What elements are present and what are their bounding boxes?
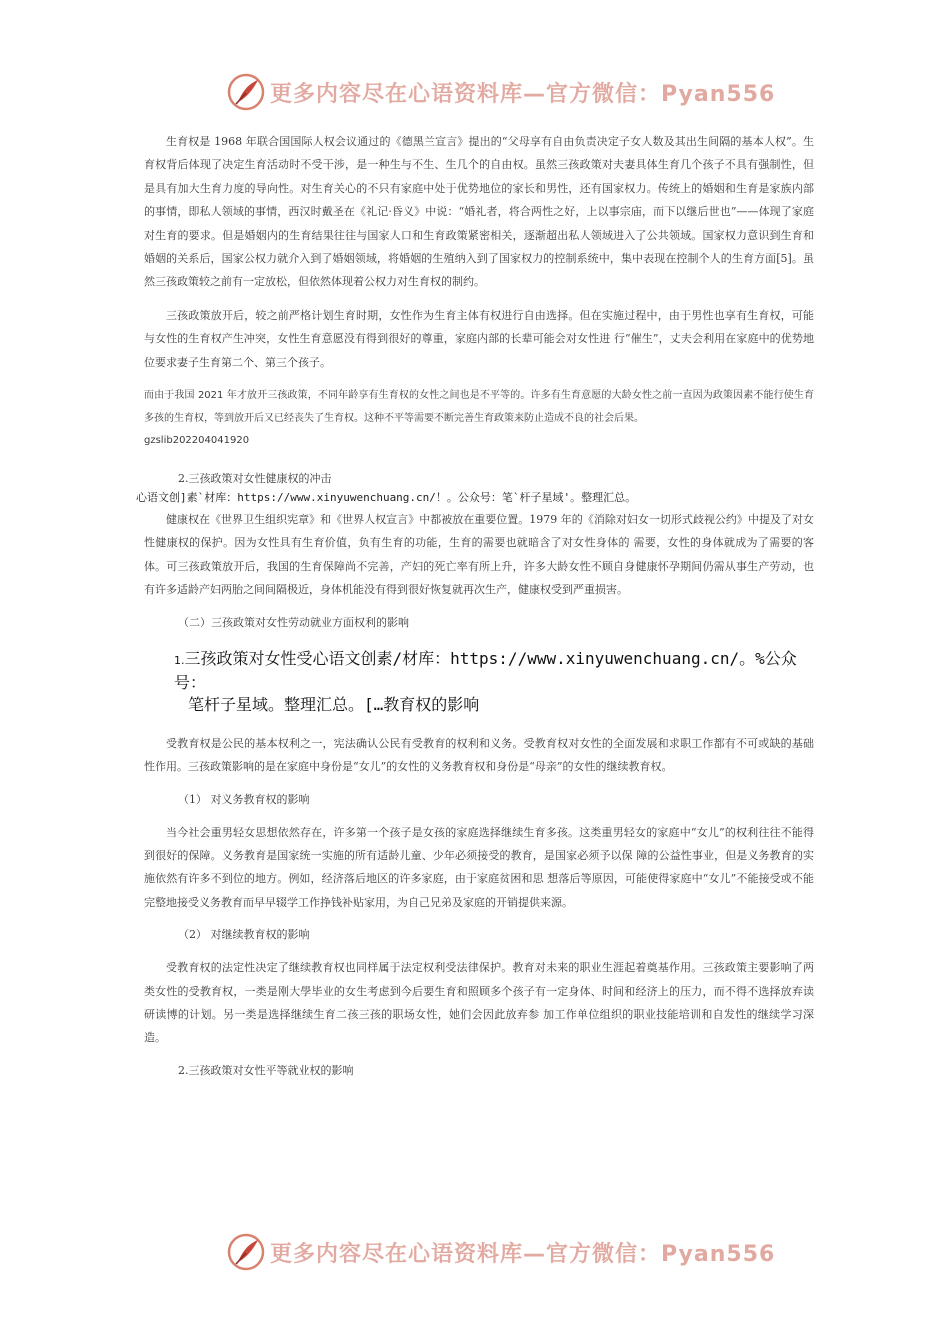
paragraph-reproductive-right: 生育权是 1968 年联合国国际人权会议通过的《德黑兰宣言》提出的“父母享有自由负责决定子女人数及其出生间隔的基本人权”。生育权背后体现了决定生育活动时不受干涉，是一种生与不生、生几个的自由权。虽然三孩政策对夫妻具体生育几个孩子不具有强制性，但是具有加大生育力度的导向性。对生育关心的不只有家庭中处于优势地位的家长和男性，还有国家权力。传统上的婚姻和生育是家族内部的事情，即私人领域的事情，西汉时戴圣在《礼记·昏义》中说：“婚礼者，将合两性之好，上以事宗庙，而下以继后世也”——体现了家庭对生育的要求。但是婚姻内的生育结果往往与国家人口和生育政策紧密相关，逐渐超出私人领域进入了公共领域。国家权力意识到生育和婚姻的关系后，国家公权力就介入到了婚姻领域，将婚姻的生殖纳入到了国家权力的控制系统中，集中表现在控制个人的生育方面[5]。虽然三孩政策较之前有一定放松，但依然体现着公权力对生育权的制约。 [144, 135, 814, 289]
banner-text: 更多内容尽在心语资料库—官方微信：Pyan556 [270, 81, 776, 107]
feather-quill-logo-icon [226, 1232, 266, 1272]
paragraph-three-child-policy: 三孩政策放开后，较之前严格计划生育时期，女性作为生育主体有权进行自由选择。但在实施过程中，由于男性也享有生育权，可能与女性的生育权产生冲突，女性生育意愿没有得到很好的尊重，家庭内部的长辈可能会对女性进 行“催生”，丈夫会利用在家庭中的优势地位要求妻子生育第二个、第三个孩子。 [144, 308, 814, 369]
heading-equal-employment: 2.三孩政策对女性平等就业权的影响 [178, 1063, 354, 1077]
banner-text: 更多内容尽在心语资料库—官方微信：Pyan556 [270, 1241, 776, 1267]
footer-banner [226, 1232, 786, 1272]
paragraph-education-right: 受教育权是公民的基本权利之一，宪法确认公民有受教育的权利和义务。受教育权对女性的全面发展和求职工作都有不可或缺的基础性作用。三孩政策影响的是在家庭中身份是“女儿”的女性的义务教育权和身份是“母亲”的女性的继续教育权。 [144, 736, 814, 774]
document-body [136, 130, 814, 1092]
document-code: gzslib202204041920 [144, 435, 250, 447]
watermark-ad-line: 心语文创]素`材库：https://www.xinyuwenchuang.cn/！。公众号：笔`杆子星域'。整理汇总。 [136, 491, 637, 505]
heading-labor-rights: （二）三孩政策对女性劳动就业方面权利的影响 [178, 615, 409, 629]
feather-quill-logo-icon [226, 72, 266, 112]
header-banner [226, 72, 786, 112]
heading-line-1: 三孩政策对女性受心语文创素/材库：https://www.xinyuwenchuang.cn/。%公众号： [174, 648, 797, 692]
heading-health-right: 2.三孩政策对女性健康权的冲击 [178, 472, 332, 486]
paragraph-health-right: 健康权在《世界卫生组织宪章》和《世界人权宣言》中都被放在重要位置。1979 年的《消除对妇女一切形式歧视公约》中提及了对女性健康权的保护。因为女性具有生育价值，负有生育的功能，生育的需要也就暗含了对女性身体的 需要，女性的身体就成为了需要的客体。可三孩政策放开后，我国的生育保障尚不完善，产妇的死亡率有所上升，许多大龄女性不顾自身健康怀孕期间仍需从事生产劳动，也有许多适龄产妇两胎之间间隔极近，身体机能没有得到很好恢复就再次生产，健康权受到严重损害。 [144, 513, 814, 597]
heading-number: 1. [174, 653, 185, 667]
heading-compulsory-education: （1） 对义务教育权的影响 [178, 792, 310, 806]
paragraph-compulsory-education: 当今社会重男轻女思想依然存在，许多第一个孩子是女孩的家庭选择继续生育多孩。这类重男轻女的家庭中“女儿”的权利往往不能得到很好的保障。义务教育是国家统一实施的所有适龄儿童、少年必须接受的教育，是国家必须予以保 障的公益性事业，但是义务教育的实施依然有许多不到位的地方。例如，经济落后地区的许多家庭，由于家庭贫困和思 想落后等原因，可能使得家庭中“女儿”不能接受或不能完整地接受义务教育而早早辍学工作挣钱补贴家用，为自己兄弟及家庭的开销提供来源。 [144, 825, 814, 909]
paragraph-continuing-education: 受教育权的法定性决定了继续教育权也同样属于法定权利受法律保护。教育对未来的职业生涯起着奠基作用。三孩政策主要影响了两类女性的受教育权，一类是刚大學毕业的女生考虑到今后要生育和照顾多个孩子有一定身体、时间和经济上的压力，而不得不选择放弃读研读博的计划。另一类是选择继续生育二孩三孩的职场女性，她们会因此放弃参 加工作单位组织的职业技能培训和自发性的继续学习深造。 [144, 961, 814, 1045]
heading-education-right [174, 648, 814, 716]
heading-line-2: 笔杆子星域。整理汇总。[…教育权的影响 [188, 694, 480, 714]
heading-continuing-education: （2） 对继续教育权的影响 [178, 928, 310, 942]
paragraph-age-inequality: 而由于我国 2021 年才放开三孩政策，不同年龄享有生育权的女性之间也是不平等的。许多有生育意愿的大龄女性之前一直因为政策因素不能行使生育多孩的生育权，等到放开后又已经丧失了生育权。这种不平等需要不断完善生育政策来防止造成不良的社会后果。 [144, 390, 814, 425]
